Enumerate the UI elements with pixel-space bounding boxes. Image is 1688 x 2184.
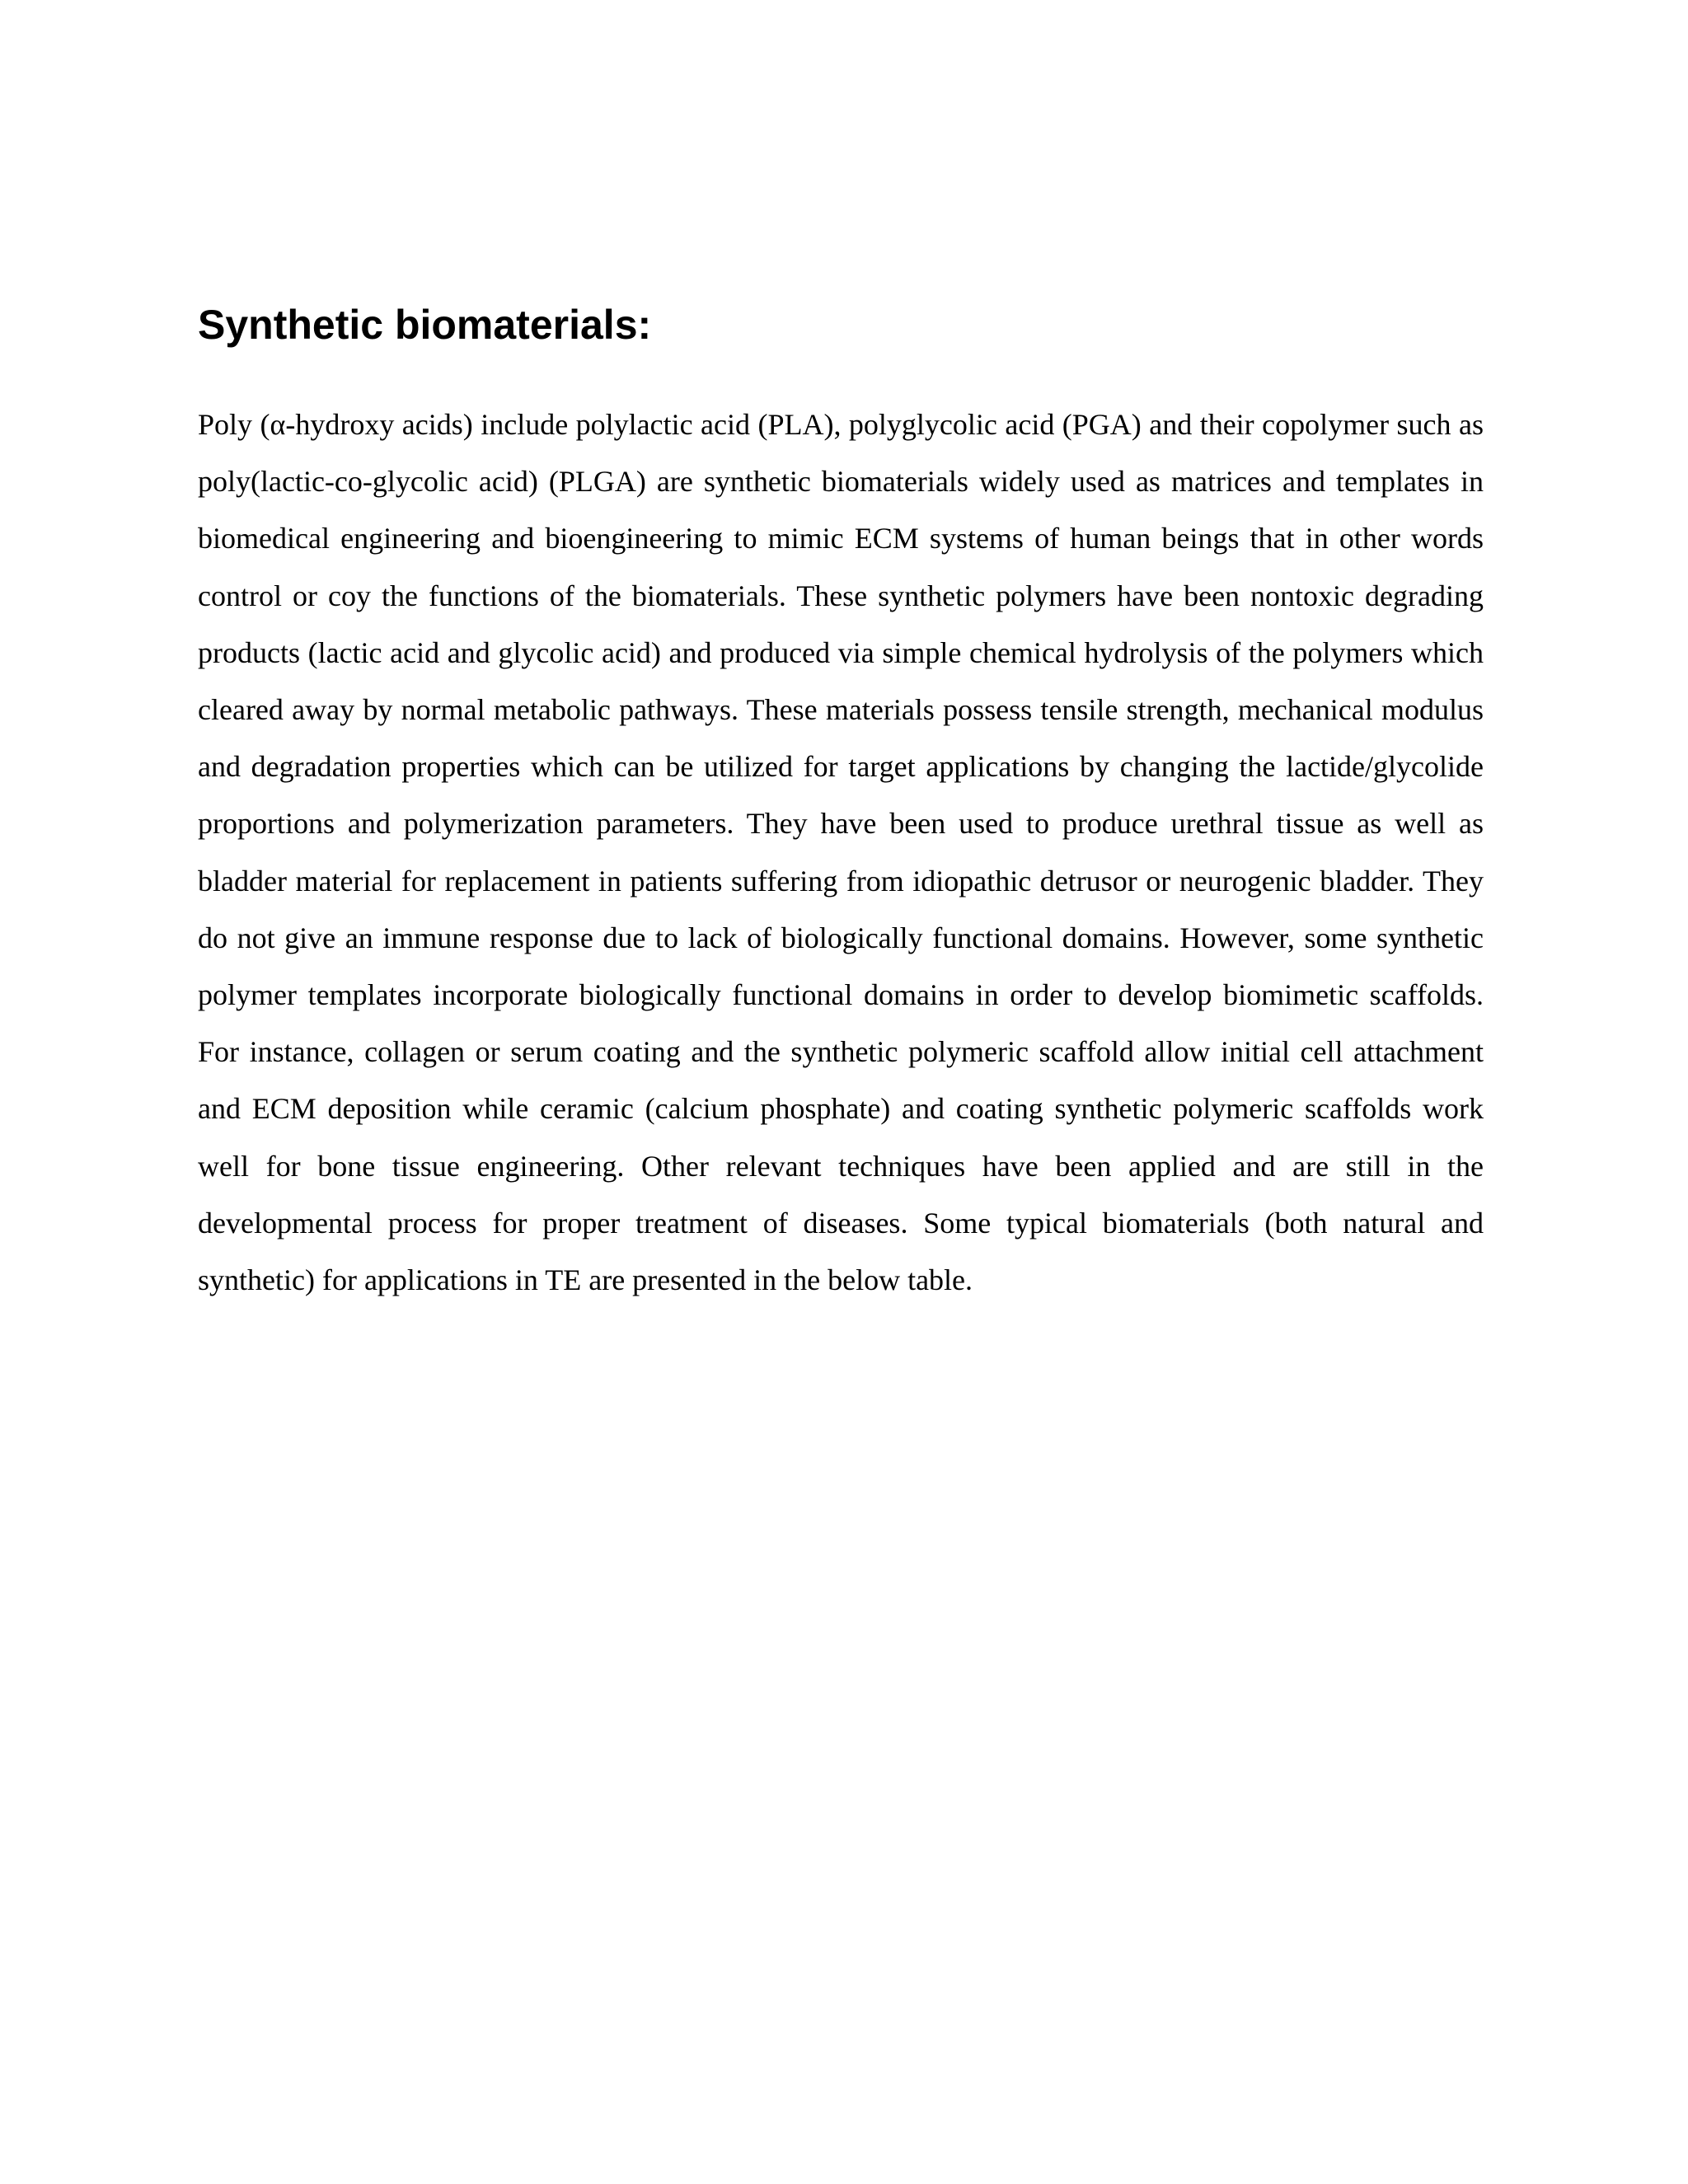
section-heading: Synthetic biomaterials: bbox=[198, 302, 652, 348]
body-paragraph: Poly (α-hydroxy acids) include polylactic acid (PLA), polyglycolic acid (PGA) and their copolymer such as poly(lactic-co-glycolic acid) (PLGA) are synthetic biomaterials widely used as matrices and templates in biomedical engineering and bioengineering to mimic ECM systems of human beings that in other words control or coy the functions of the biomaterials. These synthetic polymers have been nontoxic degrading products (lactic acid and glycolic acid) and produced via simple chemical hydrolysis of the polymers which cleared away by normal metabolic pathways. These materials possess tensile strength, mechanical modulus and degradation properties which can be utilized for target applications by changing the lactide/glycolide proportions and polymerization parameters. They have been used to produce urethral tissue as well as bladder material for replacement in patients suffering from idiopathic detrusor or neurogenic bladder. They do not give an immune response due to lack of biologically functional domains. However, some synthetic polymer templates incorporate biologically functional domains in order to develop biomimetic scaffolds. For instance, collagen or serum coating and the synthetic polymeric scaffold allow initial cell attachment and ECM deposition while ceramic (calcium phosphate) and coating synthetic polymeric scaffolds work well for bone tissue engineering. Other relevant techniques have been applied and are still in the developmental process for proper treatment of diseases. Some typical biomaterials (both natural and synthetic) for applications in TE are presented in the below table. bbox=[198, 408, 1484, 1297]
